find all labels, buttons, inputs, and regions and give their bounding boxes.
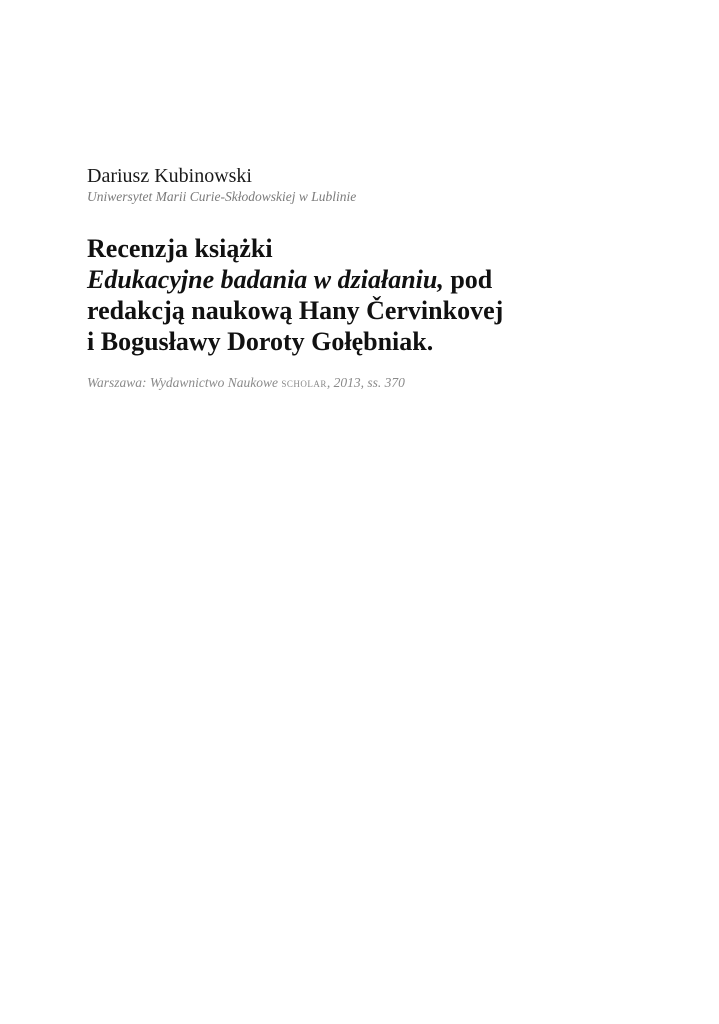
publication-place-publisher: Warszawa: Wydawnictwo Naukowe — [87, 375, 282, 390]
author-block — [87, 164, 647, 206]
title-line-2-rest: pod — [443, 265, 493, 294]
title-line-4: i Bogusławy Doroty Gołębniak. — [87, 327, 434, 356]
author-affiliation: Uniwersytet Marii Curie-Skłodowskiej w Lublinie — [87, 189, 357, 204]
title-line-3: redakcją naukową Hany Červinkovej — [87, 296, 504, 325]
title-line-2 — [87, 264, 667, 295]
publication-info — [87, 374, 667, 392]
book-title-italic: Edukacyjne badania w działaniu, — [87, 265, 444, 294]
author-name: Dariusz Kubinowski — [87, 165, 252, 187]
title-line-1: Recenzja książki — [87, 234, 273, 263]
publication-year-pages: , 2013, ss. 370 — [326, 375, 405, 390]
publisher-name: scholar — [281, 375, 327, 390]
review-title — [87, 233, 667, 357]
